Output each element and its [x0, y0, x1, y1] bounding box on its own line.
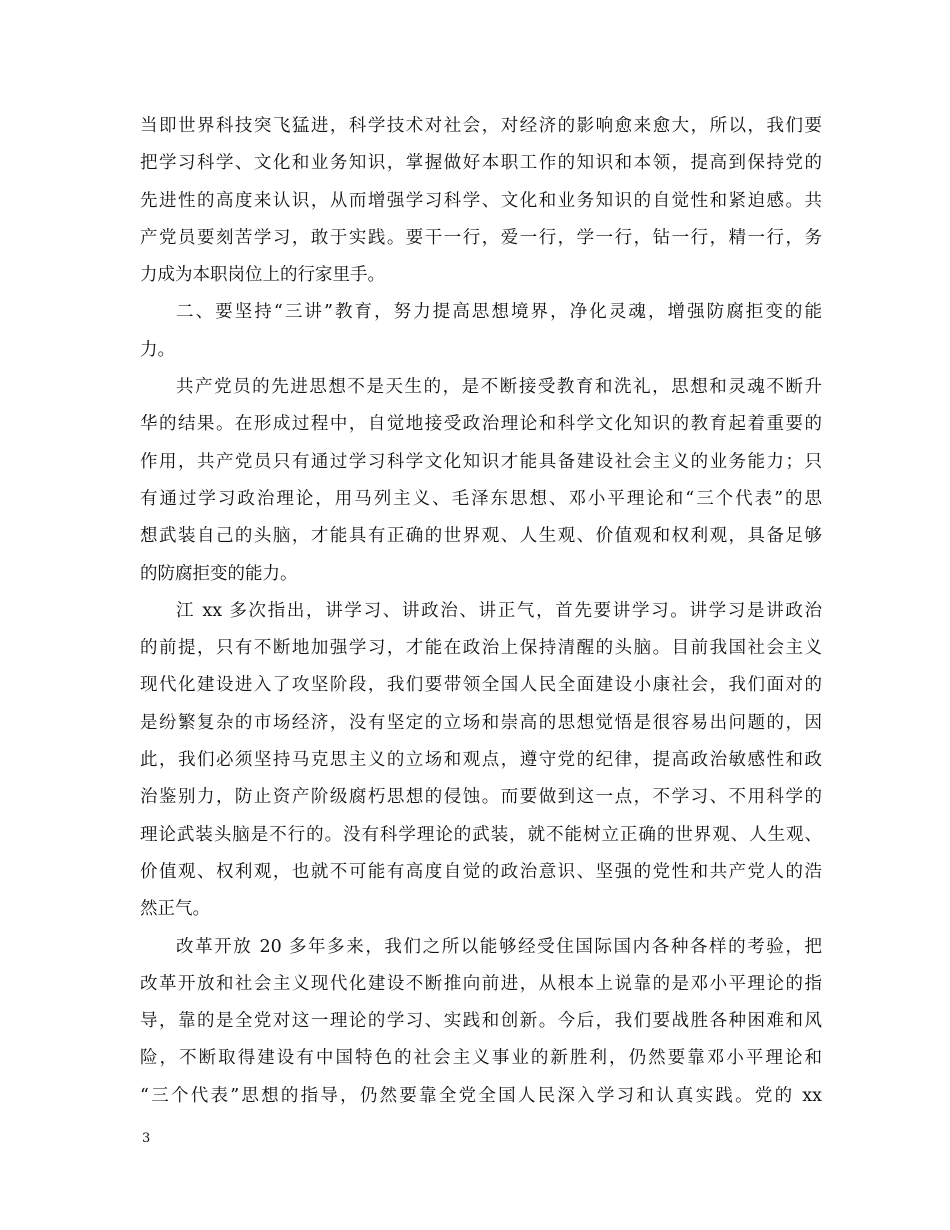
- text-line: 改革开放和社会主义现代化建设不断推向前进，从根本上说靠的是邓小平理论的指: [140, 973, 822, 994]
- text-line: 力。: [140, 339, 175, 360]
- text-line: 有通过学习政治理论，用马列主义、毛泽东思想、邓小平理论和“三个代表”的思: [140, 488, 822, 509]
- text-line: 共产党员的先进思想不是天生的，是不断接受教育和洗礼，思想和灵魂不断升: [176, 377, 822, 398]
- text-line: 导，靠的是全党对这一理论的学习、实践和创新。今后，我们要战胜各种困难和风: [140, 1011, 822, 1032]
- text-line: 是纷繁复杂的市场经济，没有坚定的立场和崇高的思想觉悟是很容易出问题的，因: [140, 712, 822, 733]
- paragraph-advanced-thought: [140, 369, 822, 593]
- text-line: 把学习科学、文化和业务知识，掌握做好本职工作的知识和本领，提高到保持党的: [140, 153, 822, 174]
- text-line: 价值观、权利观，也就不可能有高度自觉的政治意识、坚强的党性和共产党人的浩: [140, 861, 822, 882]
- text-line: 改革开放 20 多年多来，我们之所以能够经受住国际国内各种各样的考验，把: [176, 936, 822, 957]
- text-line: 然正气。: [140, 899, 210, 920]
- text-line: 作用，共产党员只有通过学习科学文化知识才能具备建设社会主义的业务能力；只: [140, 451, 822, 472]
- text-line: 的前提，只有不断地加强学习，才能在政治上保持清醒的头脑。目前我国社会主义: [140, 638, 822, 659]
- text-line: 二、要坚持“三讲”教育，努力提高思想境界，净化灵魂，增强防腐拒变的能: [176, 302, 822, 323]
- paragraph-heading-two: [140, 294, 822, 369]
- text-line: 先进性的高度来认识，从而增强学习科学、文化和业务知识的自觉性和紧迫感。共: [140, 190, 822, 211]
- text-line: 理论武装头脑是不行的。没有科学理论的武装，就不能树立正确的世界观、人生观、: [140, 824, 822, 845]
- text-line: 力成为本职岗位上的行家里手。: [140, 265, 385, 286]
- paragraph-science-knowledge: [140, 108, 822, 294]
- paragraph-reform-opening: [140, 929, 822, 1115]
- text-line: 现代化建设进入了攻坚阶段，我们要带领全国人民全面建设小康社会，我们面对的: [140, 675, 822, 696]
- text-line: 此，我们必须坚持马克思主义的立场和观点，遵守党的纪律，提高政治敏感性和政: [140, 750, 822, 771]
- paragraph-talk-learning: [140, 593, 822, 929]
- text-line: 的防腐拒变的能力。: [140, 563, 298, 584]
- page-number: 3: [142, 1131, 151, 1146]
- text-line: 治鉴别力，防止资产阶级腐朽思想的侵蚀。而要做到这一点，不学习、不用科学的: [140, 787, 822, 808]
- text-line: 华的结果。在形成过程中，自觉地接受政治理论和科学文化知识的教育起着重要的: [140, 414, 822, 435]
- text-line: 江 xx 多次指出，讲学习、讲政治、讲正气，首先要讲学习。讲学习是讲政治: [176, 600, 822, 621]
- text-line: “三个代表”思想的指导，仍然要靠全党全国人民深入学习和认真实践。党的 xx: [140, 1085, 822, 1106]
- text-line: 产党员要刻苦学习，敢于实践。要干一行，爱一行，学一行，钻一行，精一行，务: [140, 227, 822, 248]
- document-body: [140, 108, 822, 1115]
- text-line: 想武装自己的头脑，才能具有正确的世界观、人生观、价值观和权利观，具备足够: [140, 526, 822, 547]
- text-line: 险，不断取得建设有中国特色的社会主义事业的新胜利，仍然要靠邓小平理论和: [140, 1048, 822, 1069]
- text-line: 当即世界科技突飞猛进，科学技术对社会，对经济的影响愈来愈大，所以，我们要: [140, 116, 822, 136]
